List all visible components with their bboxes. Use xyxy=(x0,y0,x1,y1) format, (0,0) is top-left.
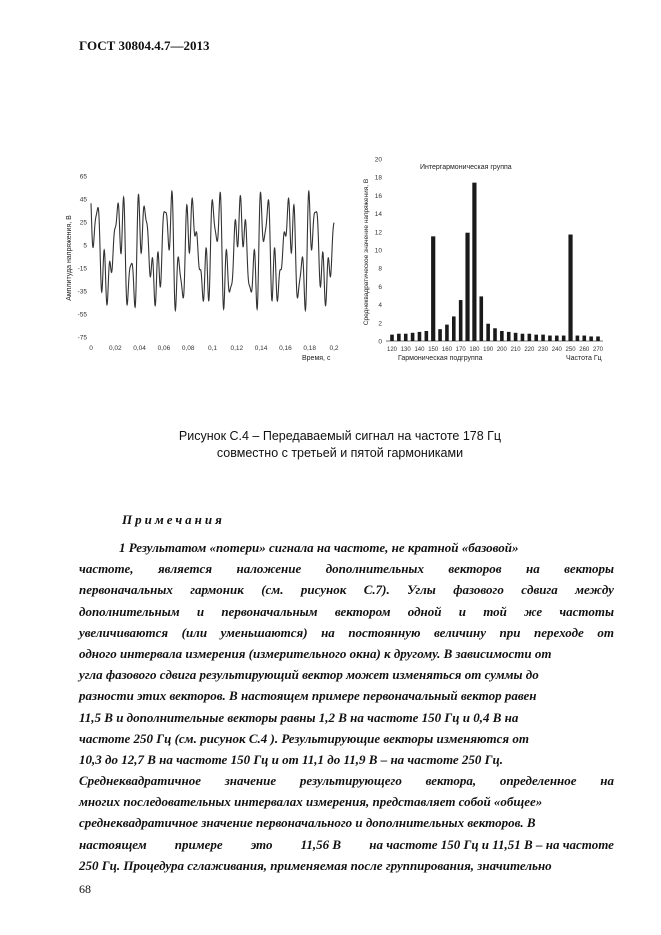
notes-line xyxy=(79,707,614,728)
waveform-x-tick-label: 0,08 xyxy=(181,345,195,352)
waveform-y-axis-label: Амплитуда напряжения, В xyxy=(66,215,73,301)
notes-text: рисунок xyxy=(300,582,347,598)
notes-text: от xyxy=(597,624,614,640)
waveform-x-tick-label: 0,02 xyxy=(108,345,122,352)
notes-text: вектором xyxy=(334,603,391,619)
notes-text: фазового xyxy=(453,582,504,598)
notes-text: переходе xyxy=(534,624,584,640)
notes-text: многих последовательных интервалах измерения, представляет собой «общее» xyxy=(79,794,543,810)
notes-text: первоначальных xyxy=(79,582,173,598)
spectrum-bar xyxy=(438,329,442,341)
spectrum-bars xyxy=(390,183,600,341)
waveform-series-line xyxy=(91,191,334,310)
figure-caption xyxy=(100,428,580,462)
notes-text: же xyxy=(524,603,543,619)
notes-text: между xyxy=(575,582,614,598)
waveform-chart xyxy=(66,174,339,363)
notes-line xyxy=(79,643,614,664)
notes-text: С.7). xyxy=(363,582,390,598)
spectrum-x-tick-label: 250 xyxy=(565,347,576,353)
notes-line xyxy=(79,728,614,749)
notes-text: это xyxy=(250,836,273,852)
notes-text: на xyxy=(321,624,335,640)
spectrum-bar xyxy=(431,236,435,341)
notes-line xyxy=(79,558,614,579)
spectrum-bar xyxy=(528,334,532,341)
spectrum-x-tick-label: 160 xyxy=(441,347,452,353)
notes-text: величину xyxy=(433,624,487,640)
spectrum-y-axis-label: Среднеквадратическое значение напряжения, В xyxy=(363,178,370,326)
notes-text: среднеквадратичное значение первоначального и дополнительных векторов. В xyxy=(79,815,536,831)
spectrum-y-tick-label: 18 xyxy=(374,174,382,182)
notes-text: 11,5 В и дополнительные векторы равны 1,2 В на частоте 150 Гц и 0,4 В на xyxy=(79,709,519,725)
notes-text: примере xyxy=(174,836,223,852)
page-number: 68 xyxy=(79,882,91,896)
notes-text: наложение xyxy=(236,561,302,577)
notes-line xyxy=(79,749,614,770)
notes-text: вектора, xyxy=(425,773,477,789)
waveform-y-tick-label: -15 xyxy=(77,265,87,273)
notes-text: на xyxy=(600,773,614,789)
notes-text: 1 Результатом «потери» сигнала на частоте, не кратной «базовой» xyxy=(119,540,519,555)
notes-text: постоянную xyxy=(348,624,421,640)
spectrum-x-tick-label: 230 xyxy=(538,347,549,353)
notes-text: уменьшаются) xyxy=(220,624,308,640)
spectrum-bar xyxy=(472,183,476,341)
notes-text: Углы xyxy=(407,582,436,598)
spectrum-y-tick-label: 4 xyxy=(378,302,382,310)
spectrum-y-ticks xyxy=(375,157,383,346)
notes-line xyxy=(79,812,614,833)
spectrum-bar xyxy=(418,332,422,341)
notes-text: 250 Гц. Процедура сглаживания, применяемая после группирования, значительно xyxy=(79,857,552,873)
notes-text: векторов xyxy=(448,561,502,577)
notes-text: 10,3 до 12,7 В на частоте 150 Гц и от 11,1 до 11,9 В – на частоте 250 Гц. xyxy=(79,751,503,767)
spectrum-bar xyxy=(568,235,572,341)
waveform-y-ticks xyxy=(78,174,88,342)
spectrum-bar xyxy=(500,331,504,341)
spectrum-y-tick-label: 16 xyxy=(374,192,382,200)
notes-text: частоте, xyxy=(79,561,134,577)
spectrum-x-tick-label: 210 xyxy=(510,347,521,353)
spectrum-bar xyxy=(548,336,552,341)
spectrum-x-tick-label: 190 xyxy=(483,347,494,353)
notes-text: угла фазового сдвига результирующий вектор может изменяться от суммы до xyxy=(79,667,539,683)
notes-text: разности этих векторов. В настоящем примере первоначальный вектор равен xyxy=(79,688,537,704)
spectrum-x-tick-label: 260 xyxy=(579,347,590,353)
waveform-y-tick-label: 5 xyxy=(83,242,87,250)
spectrum-bar xyxy=(596,336,600,341)
notes-text: векторы xyxy=(564,561,614,577)
waveform-x-tick-label: 0,12 xyxy=(230,345,244,352)
spectrum-bar xyxy=(541,335,545,341)
waveform-x-tick-label: 0,14 xyxy=(254,345,268,352)
spectrum-y-tick-label: 8 xyxy=(378,265,382,273)
waveform-x-tick-label: 0,18 xyxy=(303,345,317,352)
spectrum-x-tick-label: 270 xyxy=(592,347,604,353)
notes-line xyxy=(79,834,614,855)
notes-text: дополнительным xyxy=(79,603,180,619)
notes-text: гармоник xyxy=(190,582,244,598)
waveform-x-tick-label: 0,2 xyxy=(329,345,339,352)
notes-text: при xyxy=(499,624,521,640)
notes-text: определенное xyxy=(499,773,577,789)
waveform-x-tick-label: 0,16 xyxy=(279,345,292,352)
spectrum-x-tick-label: 120 xyxy=(386,347,398,353)
spectrum-y-tick-label: 0 xyxy=(378,338,382,346)
waveform-y-tick-label: 65 xyxy=(79,173,87,181)
notes-text: значение xyxy=(224,773,277,789)
waveform-x-tick-label: 0,06 xyxy=(157,345,171,352)
spectrum-subgroup-label: Гармоническая подгруппа xyxy=(398,355,483,362)
notes-text: одной xyxy=(407,603,442,619)
notes-text: Среднеквадратичное xyxy=(79,773,201,789)
spectrum-x-tick-label: 170 xyxy=(455,347,466,353)
notes-line xyxy=(79,622,614,643)
spectrum-x-tick-label: 140 xyxy=(414,347,425,353)
notes-text: одного интервала измерения (измерительного окна) к другому. В зависимости от xyxy=(79,645,552,661)
spectrum-group-label: Интергармоническая группа xyxy=(420,164,512,171)
spectrum-bar xyxy=(582,336,586,341)
spectrum-y-tick-label: 10 xyxy=(374,247,382,255)
spectrum-y-tick-label: 14 xyxy=(374,211,382,219)
notes-text: и xyxy=(458,603,466,619)
notes-text: частоте 250 Гц (см. рисунок С.4 ). Результирующие векторы изменяются от xyxy=(79,730,529,746)
waveform-y-tick-label: 25 xyxy=(79,219,87,227)
figure-caption-line1: Рисунок С.4 – Передаваемый сигнал на частоте 178 Гц xyxy=(178,429,502,443)
spectrum-bar xyxy=(397,334,401,341)
waveform-x-axis-label: Время, с xyxy=(302,355,331,362)
spectrum-bar xyxy=(534,335,538,341)
spectrum-bar xyxy=(404,334,408,341)
notes-body xyxy=(79,537,614,876)
spectrum-bar xyxy=(465,233,469,341)
waveform-x-tick-label: 0 xyxy=(89,345,93,352)
document-header: ГОСТ 30804.4.7—2013 xyxy=(79,38,210,53)
figure-c4 xyxy=(0,0,661,380)
notes-text: результирующего xyxy=(299,773,402,789)
spectrum-y-tick-label: 12 xyxy=(374,229,382,237)
waveform-x-tick-label: 0,1 xyxy=(207,345,218,352)
notes-title: Примечания xyxy=(122,512,225,527)
spectrum-x-tick-label: 180 xyxy=(469,347,480,353)
spectrum-bar xyxy=(514,333,518,341)
spectrum-bar xyxy=(459,300,463,341)
spectrum-chart xyxy=(363,157,604,363)
notes-text: 11,56 В xyxy=(300,836,342,852)
spectrum-x-tick-label: 220 xyxy=(524,347,535,353)
spectrum-bar xyxy=(507,332,511,341)
spectrum-x-tick-label: 130 xyxy=(400,347,411,353)
notes-text: увеличиваются xyxy=(79,624,169,640)
notes-line xyxy=(79,791,614,812)
notes-line xyxy=(79,664,614,685)
spectrum-x-ticks xyxy=(387,347,604,353)
spectrum-bar xyxy=(521,334,525,341)
spectrum-y-tick-label: 2 xyxy=(378,320,382,328)
spectrum-bar xyxy=(390,335,394,341)
notes-text: настоящем xyxy=(79,836,147,852)
spectrum-x-tick-label: 200 xyxy=(496,347,507,353)
notes-line xyxy=(79,537,614,558)
spectrum-bar xyxy=(411,333,415,341)
spectrum-bar xyxy=(555,336,559,341)
notes-text: на xyxy=(525,561,540,577)
notes-text: дополнительных xyxy=(325,561,424,577)
spectrum-bar xyxy=(452,316,456,341)
spectrum-bar xyxy=(576,336,580,341)
spectrum-bar xyxy=(562,336,566,341)
spectrum-x-tick-label: 150 xyxy=(428,347,439,353)
notes-line xyxy=(79,601,614,622)
notes-text: частоты xyxy=(559,603,614,619)
spectrum-bar xyxy=(425,331,429,341)
spectrum-x-tick-label: 240 xyxy=(551,347,562,353)
notes-line xyxy=(79,685,614,706)
spectrum-bar xyxy=(479,296,483,341)
notes-text: на частоте 150 Гц и 11,51 В – на частоте xyxy=(369,836,614,852)
spectrum-bar xyxy=(486,324,490,341)
waveform-x-tick-label: 0,04 xyxy=(133,345,146,352)
waveform-y-tick-label: -35 xyxy=(77,288,87,296)
notes-text: той xyxy=(483,603,507,619)
notes-text: (или xyxy=(181,624,208,640)
waveform-y-tick-label: 45 xyxy=(79,196,87,204)
spectrum-bar xyxy=(589,336,593,341)
notes-text: и xyxy=(196,603,205,619)
spectrum-x-axis-label: Частота Гц xyxy=(566,355,602,362)
spectrum-bar xyxy=(493,328,497,341)
notes-line xyxy=(79,579,614,600)
notes-line xyxy=(79,855,614,876)
notes-text: сдвига xyxy=(521,582,558,598)
notes-line xyxy=(79,770,614,791)
waveform-y-tick-label: -55 xyxy=(77,311,87,319)
waveform-y-tick-label: -75 xyxy=(77,334,87,342)
spectrum-y-tick-label: 20 xyxy=(374,156,382,164)
notes-text: (см. xyxy=(261,582,284,598)
figure-caption-line2: совместно с третьей и пятой гармониками xyxy=(216,446,464,460)
notes-text: первоначальным xyxy=(221,603,318,619)
spectrum-y-tick-label: 6 xyxy=(378,283,382,291)
spectrum-bar xyxy=(445,325,449,341)
waveform-x-ticks xyxy=(89,345,339,352)
notes-text: является xyxy=(157,561,213,577)
